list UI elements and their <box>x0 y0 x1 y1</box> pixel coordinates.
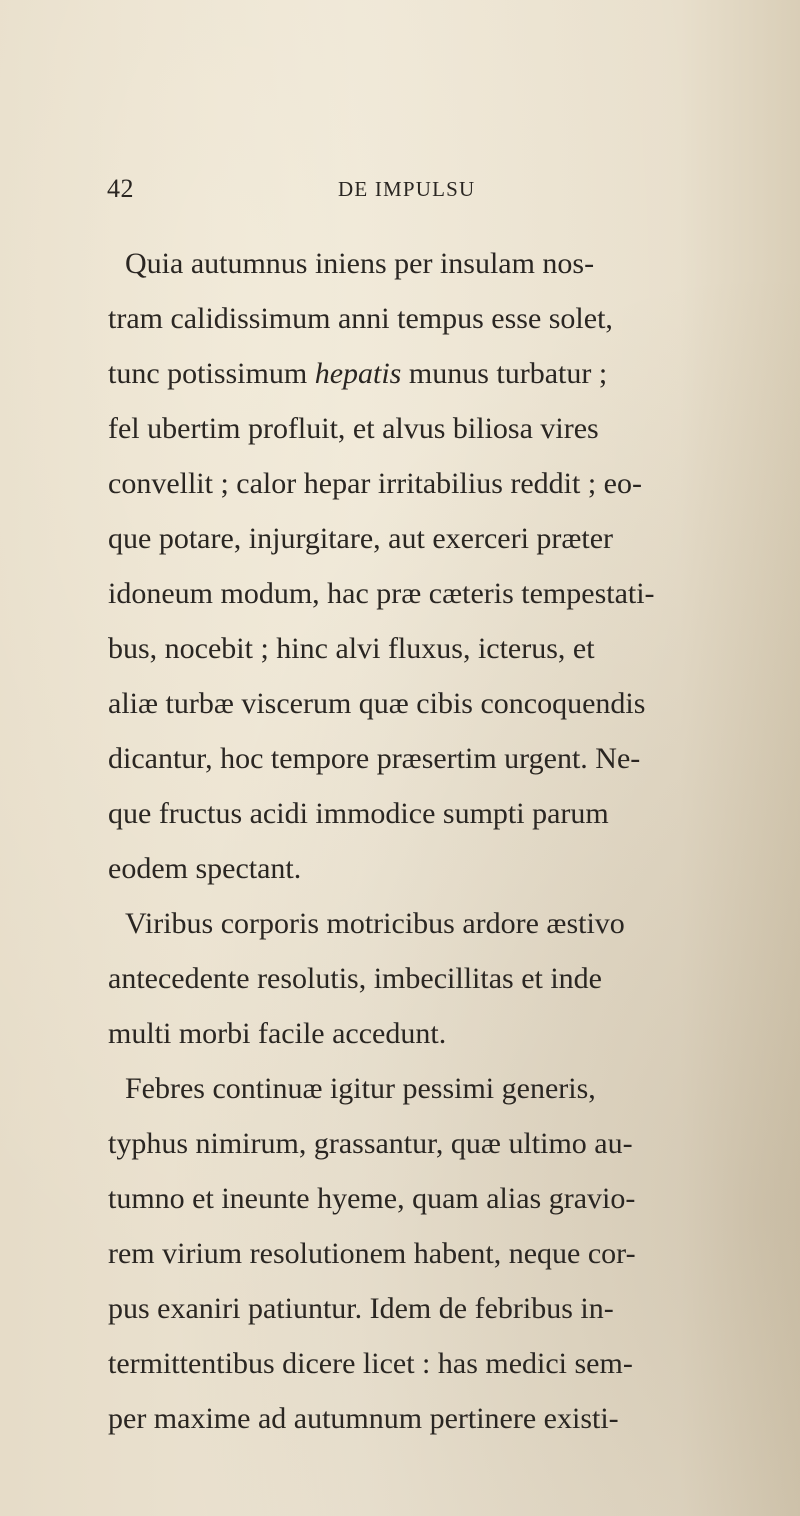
text-segment: tunc potissimum <box>108 357 315 390</box>
text-line: rem virium resolutionem habent, neque cor- <box>108 1237 636 1270</box>
page-header <box>0 170 800 210</box>
text-line: per maxime ad autumnum pertinere existi- <box>108 1402 619 1435</box>
text-line: typhus nimirum, grassantur, quæ ultimo au- <box>108 1127 633 1160</box>
text-line: antecedente resolutis, imbecillitas et inde <box>108 962 602 995</box>
text-line: aliæ turbæ viscerum quæ cibis concoquendis <box>108 687 646 720</box>
page-number: 42 <box>107 174 134 203</box>
text-line: dicantur, hoc tempore præsertim urgent. Ne- <box>108 742 641 775</box>
text-line: convellit ; calor hepar irritabilius reddit ; eo- <box>108 467 642 500</box>
text-line <box>108 354 607 394</box>
text-line: tram calidissimum anni tempus esse solet, <box>108 302 613 335</box>
text-line: tumno et ineunte hyeme, quam alias gravio- <box>108 1182 636 1215</box>
text-line: que fructus acidi immodice sumpti parum <box>108 797 609 830</box>
italic-word: hepatis <box>314 357 402 390</box>
text-line: Febres continuæ igitur pessimi generis, <box>125 1072 596 1105</box>
text-line: Viribus corporis motricibus ardore æstivo <box>125 907 625 940</box>
text-line: bus, nocebit ; hinc alvi fluxus, icterus, et <box>108 632 595 665</box>
text-line: pus exaniri patiuntur. Idem de febribus in- <box>108 1292 614 1325</box>
text-line: fel ubertim profluit, et alvus biliosa vires <box>108 412 599 445</box>
text-line: Quia autumnus iniens per insulam nos- <box>125 247 595 280</box>
text-line: eodem spectant. <box>108 852 302 885</box>
running-head: DE IMPULSU <box>338 177 476 201</box>
text-line: multi morbi facile accedunt. <box>108 1017 447 1050</box>
text-line: que potare, injurgitare, aut exerceri præter <box>108 522 614 555</box>
text-segment: munus turbatur ; <box>401 357 608 390</box>
text-line: termittentibus dicere licet : has medici sem- <box>108 1347 633 1380</box>
text-line: idoneum modum, hac præ cæteris tempestati- <box>108 577 655 610</box>
